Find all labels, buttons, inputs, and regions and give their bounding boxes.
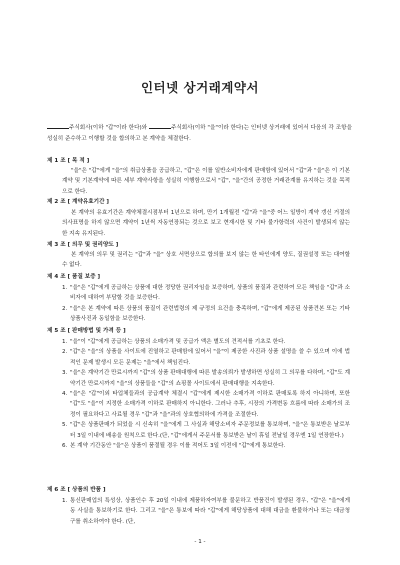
article-5-heading: 제 5 조 [ 판매방법 및 가격 등 ] <box>47 328 126 334</box>
article-1-heading: 제 1 조 [ 목 적 ] <box>47 158 90 164</box>
list-item <box>62 496 350 527</box>
item-text: "갑"은 상품판매가 되었을 시 신속히 "을"에게 그 사실과 해당소비자 주문정보를 통보하며, "을"은 통보받은 날로부터 3일 이내에 배송을 원칙으로 한다.(단, "갑"에게서 주문서를 통보받은 날이 휴일 전날일 경우엔 1일 연장한다.) <box>70 422 350 439</box>
intro-paragraph <box>47 123 352 144</box>
item-number: 1. <box>62 339 68 345</box>
article-6-heading: 제 6 조 [ 상품의 반품 ] <box>47 487 106 493</box>
list-item <box>62 389 350 420</box>
article-5-list <box>62 337 350 451</box>
item-text: "갑"은 "을"의 상품을 사이트에 진열하고 판매함에 있어서 "을"이 제공한 사진과 상품 설명을 쓸 수 있으며 이에 법적인 문제 발생시 모든 문제는 "을"에서 책임진다. <box>70 349 350 366</box>
item-number: 6. <box>62 443 68 450</box>
item-number: 2. <box>62 305 68 312</box>
article-3-heading: 제 3 조 [ 의무 및 권리양도 ] <box>47 242 119 248</box>
item-number: 4. <box>62 391 68 398</box>
item-number: 1. <box>62 285 68 291</box>
list-item <box>62 347 350 368</box>
article-2-heading: 제 2 조 [ 계약유효기간 ] <box>47 199 109 205</box>
document-title: 인터넷 상거래계약서 <box>140 80 260 95</box>
article-3-text: 본 계약의 의무 및 권리는 "갑"과 "을" 상호 서면상으로 합의를 보지 않는 한 타인에게 양도, 질권설정 또는 대여할 수 없다. <box>62 252 350 269</box>
item-text: "을"은 본 계약에 따른 상품의 품질이 관련법령의 제 규정의 요건을 충족하며, "갑"에게 제공된 상품견본 또는 기타 상품사진과 동일함을 보증한다. <box>70 305 350 323</box>
article-4-heading: 제 4 조 [ 품질 보증 ] <box>47 274 101 280</box>
list-item <box>62 304 350 325</box>
list-item <box>62 283 350 304</box>
item-number: 5. <box>62 422 68 429</box>
item-text: "을"은 계약기간 만료시까지 "갑"의 상품 판매대행에 따른 발송의뢰가 발생하면 성실히 그 의무를 다하며, "갑"도 계약기간 만료시까지 "을"의 상품들을 "갑"의 쇼핑몰 사이트에서 판매대행을 지속한다. <box>70 370 350 387</box>
page-number: - 1 - <box>194 539 206 545</box>
item-number: 1. <box>62 498 68 504</box>
article-6-list <box>62 496 350 527</box>
item-text: 통신판매업의 특성상, 상품인수 후 20일 이내에 제품하자여부를 불문하고 반품건이 발생된 경우, "갑"은 "을"에게 동 사실을 통보하기로 한다. 그리고 "을"은 통보에 따라 "갑"에게 해당상품에 대해 대금을 환불하거나 또는 대금청구를 취소하여야 한다. (단, <box>70 498 350 525</box>
item-text: 본 계약 기간동안 "을"은 상품이 품절될 경우 이를 적어도 3일 이전에 "갑"에게 통보한다. <box>70 443 286 450</box>
list-item <box>62 368 350 389</box>
intro-part-2: 주식회사(이하 "을"이라 한다)는 인터넷 상거래에 있어서 다음의 각 조항을 성실히 준수하고 이행할 것을 합의하고 본 계약을 체결한다. <box>47 125 352 142</box>
item-number: 3. <box>62 370 68 377</box>
item-text: "을"이 "갑"에게 공급하는 상품의 소매가격 및 공급가 액은 별도의 견적서를 기초로 한다. <box>70 339 286 345</box>
item-text: "을"은 "갑"이외 타업체들과의 공급계약 체결시 "갑"에게 제시한 소매가격 이하로 판매토록 하지 아니하며, 또한 "갑"도 "을"이 지정한 소매가격 이하로 판매하지 아니한다. 그러나 추후, 시장의 가격변동 흐름에 따라 소매가의 조정이 필요하다고 사료될 경우 "갑"과 "을"과의 상호협의하에 가격을 조절한다. <box>70 391 350 418</box>
party-a-blank <box>47 123 69 129</box>
article-2-text: 본 계약의 유효기간은 계약체결시점부터 1년으로 하며, 만기 1개월전 "갑"과 "을"중 어느 일방이 계약 갱신 거절의 의사표명을 하지 않으면 계약이 1년씩 자동연장되는 것으로 보고 현재시한 및 기타 불가항력의 사건이 발생되지 않는 한 지속 유지된다. <box>62 210 350 237</box>
article-4-list <box>62 283 350 325</box>
article-1-text: "을"은 "갑"에게 "을"의 취급상품을 공급하고, "갑"은 이를 일반소비자에게 판매함에 있어서 "갑"과 "을"은 이 기본계약 및 기본계약에 따른 세부 계약사항을 성실히 이행함으로서 "갑", "을"간의 공정한 거래관계를 유지하는 것을 목적으로 한다. <box>62 168 350 195</box>
list-item <box>62 337 350 347</box>
party-b-blank <box>149 123 171 129</box>
intro-part-1: 주식회사(이하 "갑"이라 한다)와 <box>69 125 148 131</box>
item-number: 2. <box>62 349 68 356</box>
list-item <box>62 420 350 441</box>
item-text: "을"은 "갑"에게 공급하는 상품에 대한 정당한 권리자임을 보증하며, 상품의 품질과 관련하여 모든 책임을 "갑"과 소비자에 대하여 부담할 것을 보증한다. <box>70 285 350 302</box>
list-item <box>62 441 350 451</box>
